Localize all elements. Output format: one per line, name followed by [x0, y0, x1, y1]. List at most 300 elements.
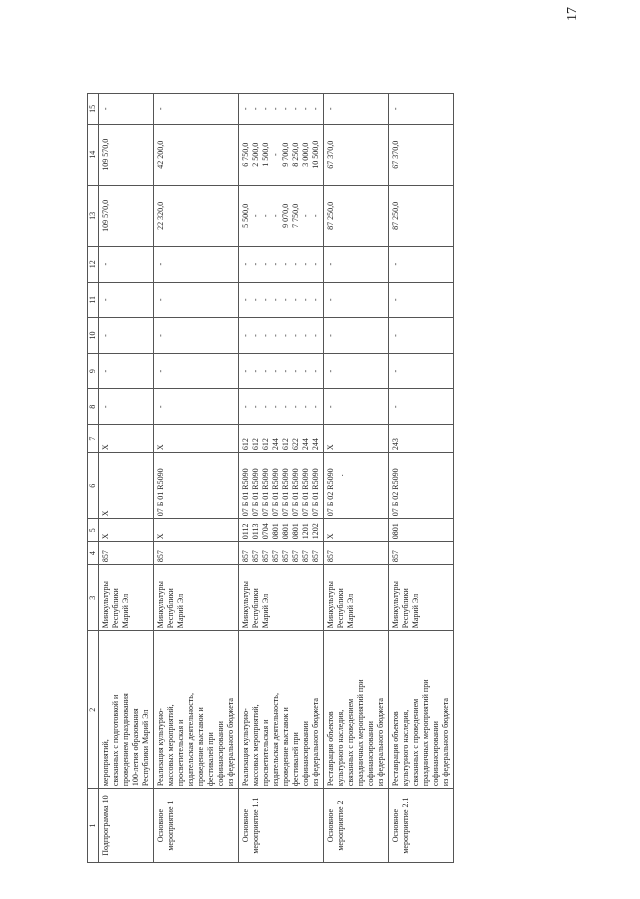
cell-line: -: [271, 214, 280, 218]
cell-line: 857: [391, 550, 400, 563]
cell-line: -: [311, 405, 320, 409]
cell-line: Реализация культурно-: [241, 708, 250, 787]
cell-line: 07 Б 01 R5090: [301, 468, 310, 517]
cell-line: -: [101, 298, 110, 302]
cell-line: -: [326, 405, 335, 409]
cell-line: 07 Б 02 R5090: [391, 468, 400, 517]
cell-line: проведением празднования: [121, 693, 130, 787]
cell-col-1: [389, 789, 454, 863]
cell-line: Марий Эл: [411, 593, 420, 629]
cell-col-12: [389, 246, 454, 282]
cell-col-7: [324, 425, 389, 453]
cell-line: 612: [251, 438, 260, 451]
cell-line: -: [261, 298, 270, 302]
cell-line: -: [251, 298, 260, 302]
cell-line: -: [326, 369, 335, 373]
cell-col-13: [389, 185, 454, 246]
cell-line: 2 500,0: [251, 142, 260, 167]
cell-col-5: [239, 519, 324, 542]
column-header-5: 5: [88, 519, 99, 542]
cell-line: массовых мероприятий,: [166, 704, 175, 787]
cell-line: -: [156, 262, 165, 266]
cell-line: X: [326, 533, 335, 540]
cell-col-9: [154, 353, 239, 389]
header-row: [88, 94, 99, 863]
cell-col-15: [99, 94, 154, 125]
cell-line: связанных с подготовкой и: [111, 694, 120, 787]
cell-line: -: [391, 334, 400, 337]
cell-line: -: [156, 405, 165, 409]
cell-line: -: [251, 405, 260, 409]
cell-line: -: [271, 369, 280, 373]
cell-col-12: [324, 246, 389, 282]
table-row: [239, 94, 324, 863]
cell-line: -: [311, 107, 320, 111]
cell-col-7: [239, 425, 324, 453]
cell-line: Реставрация объектов: [326, 711, 335, 787]
cell-line: -: [311, 262, 320, 266]
cell-col-15: [324, 94, 389, 125]
cell-line: 622: [291, 438, 300, 451]
cell-line: 07 Б 01 R5090: [261, 468, 270, 517]
cell-line: -: [241, 334, 250, 337]
cell-col-9: [99, 353, 154, 389]
cell-line: -: [251, 334, 260, 337]
cell-col-3: [99, 565, 154, 631]
cell-line: Реализация культурно-: [156, 708, 165, 787]
cell-line: 07 Б 01 R5090: [311, 468, 320, 517]
cell-line: Основное: [326, 808, 335, 843]
cell-col-5: [99, 519, 154, 542]
cell-line: -: [156, 298, 165, 302]
cell-col-4: [389, 542, 454, 565]
cell-line: 0113: [251, 523, 260, 540]
cell-line: -: [281, 405, 290, 409]
cell-line: -: [311, 369, 320, 373]
cell-col-1: [99, 789, 154, 863]
cell-line: 07 Б 01 R5090: [271, 468, 280, 517]
cell-line: 07 Б 01 R5090: [281, 468, 290, 517]
cell-line: -: [271, 334, 280, 337]
cell-line: X: [156, 533, 165, 540]
cell-col-12: [99, 246, 154, 282]
cell-line: проведение выставок и: [196, 707, 205, 787]
cell-line: 857: [241, 550, 250, 563]
cell-line: 0801: [271, 523, 280, 540]
cell-line: связанных с проведением: [411, 698, 420, 787]
cell-col-8: [99, 389, 154, 425]
cell-line: -: [271, 153, 280, 157]
cell-line: 9 700,0: [281, 142, 290, 167]
cell-line: -: [101, 334, 110, 337]
cell-col-7: [389, 425, 454, 453]
cell-col-6: [99, 453, 154, 519]
cell-col-9: [389, 353, 454, 389]
cell-line: 857: [291, 550, 300, 563]
cell-line: -: [281, 298, 290, 302]
cell-line: 0801: [291, 523, 300, 540]
cell-line: Минкультуры: [156, 581, 165, 629]
cell-line: Минкультуры: [326, 581, 335, 629]
cell-line: -: [301, 262, 310, 266]
cell-line: 612: [241, 438, 250, 451]
column-header-15: 15: [88, 94, 99, 125]
cell-col-15: [154, 94, 239, 125]
cell-col-15: [239, 94, 324, 125]
cell-line: X: [156, 444, 165, 451]
cell-line: Минкультуры: [101, 581, 110, 629]
cell-line: 0801: [391, 523, 400, 540]
cell-col-2: [389, 631, 454, 789]
cell-line: -: [291, 262, 300, 266]
cell-line: -: [156, 334, 165, 337]
cell-line: проведение выставок и: [281, 707, 290, 787]
column-header-12: 12: [88, 246, 99, 282]
cell-line: -: [391, 298, 400, 302]
cell-col-12: [239, 246, 324, 282]
cell-col-3: [389, 565, 454, 631]
cell-col-9: [324, 353, 389, 389]
cell-line: 857: [281, 550, 290, 563]
column-header-13: 13: [88, 185, 99, 246]
cell-col-14: [324, 124, 389, 185]
cell-col-10: [324, 318, 389, 354]
column-header-1: 1: [88, 789, 99, 863]
cell-line: -: [391, 405, 400, 409]
cell-col-7: [99, 425, 154, 453]
cell-line: -: [301, 107, 310, 111]
table-row: [324, 94, 389, 863]
cell-col-11: [389, 282, 454, 318]
cell-line: 1 500,0: [261, 142, 270, 167]
cell-line: -: [301, 405, 310, 409]
cell-line: из федерального бюджета: [311, 698, 320, 787]
cell-line: -: [271, 405, 280, 409]
table-body: [99, 94, 454, 863]
cell-line: 5 500,0: [241, 203, 250, 228]
cell-col-2: [99, 631, 154, 789]
cell-col-3: [324, 565, 389, 631]
cell-line: Минкультуры: [241, 581, 250, 629]
column-header-2: 2: [88, 631, 99, 789]
cell-line: 0704: [261, 523, 270, 540]
cell-col-8: [324, 389, 389, 425]
cell-line: мероприятий,: [101, 739, 110, 787]
cell-line: -: [261, 334, 270, 337]
cell-line: 857: [311, 550, 320, 563]
cell-line: 8 250,0: [291, 142, 300, 167]
cell-line: 612: [281, 438, 290, 451]
cell-line: -: [101, 405, 110, 409]
cell-line: -: [281, 369, 290, 373]
cell-line: -: [241, 262, 250, 266]
cell-line: 67 370,0: [326, 140, 335, 169]
cell-col-10: [389, 318, 454, 354]
cell-line: праздничных мероприятий при: [421, 679, 430, 787]
cell-line: -: [301, 334, 310, 337]
cell-line: X: [101, 444, 110, 451]
cell-line: культурного наследия,: [401, 709, 410, 787]
cell-line: Марий Эл: [261, 593, 270, 629]
cell-col-6: [324, 453, 389, 519]
cell-col-3: [239, 565, 324, 631]
cell-line: -: [291, 334, 300, 337]
cell-line: 857: [101, 550, 110, 563]
cell-col-12: [154, 246, 239, 282]
cell-col-6: [389, 453, 454, 519]
cell-col-2: [154, 631, 239, 789]
cell-line: софинансировании: [366, 721, 375, 787]
cell-line: -: [271, 298, 280, 302]
column-header-4: 4: [88, 542, 99, 565]
cell-line: -: [311, 214, 320, 218]
cell-line: -: [101, 369, 110, 373]
cell-col-11: [324, 282, 389, 318]
cell-col-14: [154, 124, 239, 185]
cell-line: просветительская и: [261, 719, 270, 787]
cell-line: Марий Эл: [346, 593, 355, 629]
cell-line: 109 570,0: [101, 138, 110, 171]
cell-line: -: [271, 262, 280, 266]
cell-col-8: [389, 389, 454, 425]
cell-col-8: [154, 389, 239, 425]
cell-col-5: [389, 519, 454, 542]
stray-dot: .: [336, 474, 345, 477]
cell-line: Республики: [166, 588, 175, 629]
cell-line: -: [261, 405, 270, 409]
cell-line: 857: [326, 550, 335, 563]
cell-line: -: [326, 262, 335, 266]
cell-line: -: [311, 334, 320, 337]
cell-col-6: [239, 453, 324, 519]
cell-line: массовых мероприятий,: [251, 704, 260, 787]
cell-col-9: [239, 353, 324, 389]
cell-line: 7 750,0: [291, 203, 300, 228]
cell-line: -: [391, 107, 400, 111]
cell-line: 22 320,0: [156, 201, 165, 230]
column-header-3: 3: [88, 565, 99, 631]
cell-line: мероприятие 1: [166, 800, 175, 851]
cell-line: -: [251, 262, 260, 266]
cell-line: из федерального бюджета: [226, 698, 235, 787]
cell-col-14: [389, 124, 454, 185]
cell-line: -: [241, 405, 250, 409]
cell-line: Основное: [241, 808, 250, 843]
cell-col-13: [154, 185, 239, 246]
cell-line: 1201: [301, 523, 310, 540]
cell-col-13: [99, 185, 154, 246]
cell-line: мероприятие 2: [336, 800, 345, 851]
cell-line: культурного наследия,: [336, 709, 345, 787]
cell-col-1: [324, 789, 389, 863]
cell-line: 1202: [311, 523, 320, 540]
cell-col-4: [239, 542, 324, 565]
cell-line: фестивалей при: [291, 732, 300, 787]
cell-col-11: [154, 282, 239, 318]
column-header-7: 7: [88, 425, 99, 453]
cell-line: X: [101, 510, 110, 517]
cell-line: -: [391, 262, 400, 266]
table-row: [99, 94, 154, 863]
table-row: [154, 94, 239, 863]
column-header-6: 6: [88, 453, 99, 519]
cell-col-3: [154, 565, 239, 631]
cell-line: Марий Эл: [121, 593, 130, 629]
cell-line: -: [251, 369, 260, 373]
cell-line: из федерального бюджета: [376, 698, 385, 787]
cell-line: 87 250,0: [391, 201, 400, 230]
cell-line: 244: [301, 438, 310, 451]
cell-line: -: [241, 107, 250, 111]
cell-col-10: [154, 318, 239, 354]
cell-col-10: [99, 318, 154, 354]
cell-line: -: [281, 334, 290, 337]
cell-line: -: [301, 298, 310, 302]
cell-line: просветительская и: [176, 719, 185, 787]
cell-line: -: [391, 369, 400, 373]
cell-line: 42 200,0: [156, 140, 165, 169]
budget-table-rotated: [87, 93, 607, 863]
cell-line: -: [261, 214, 270, 218]
cell-line: 10 500,0: [311, 140, 320, 169]
cell-line: 857: [301, 550, 310, 563]
cell-line: X: [326, 444, 335, 451]
cell-line: праздничных мероприятий при: [356, 679, 365, 787]
cell-line: -: [101, 107, 110, 111]
cell-col-4: [99, 542, 154, 565]
cell-line: -: [241, 369, 250, 373]
cell-line: 109 570,0: [101, 199, 110, 232]
cell-line: -: [291, 369, 300, 373]
cell-line: -: [241, 298, 250, 302]
cell-line: 3 000,0: [301, 142, 310, 167]
cell-line: Республики Марий Эл: [141, 709, 150, 787]
cell-line: 07 Б 01 R5090: [241, 468, 250, 517]
cell-line: софинансировании: [301, 721, 310, 787]
cell-line: издательская деятельность,: [271, 693, 280, 787]
cell-line: 67 370,0: [391, 140, 400, 169]
cell-line: 07 Б 01 R5090: [156, 468, 165, 517]
cell-col-13: [239, 185, 324, 246]
cell-line: Подпрограмма 10: [101, 795, 110, 856]
cell-line: -: [326, 298, 335, 302]
cell-line: 6 750,0: [241, 142, 250, 167]
cell-line: связанных с проведением: [346, 698, 355, 787]
cell-line: -: [281, 107, 290, 111]
cell-col-7: [154, 425, 239, 453]
cell-line: -: [271, 107, 280, 111]
cell-line: -: [326, 334, 335, 337]
cell-line: мероприятие 2.1: [401, 797, 410, 854]
cell-line: 244: [311, 438, 320, 451]
cell-line: -: [311, 298, 320, 302]
cell-line: 857: [271, 550, 280, 563]
table-row: [389, 94, 454, 863]
cell-col-11: [239, 282, 324, 318]
cell-line: -: [261, 262, 270, 266]
cell-col-1: [154, 789, 239, 863]
cell-line: -: [251, 214, 260, 218]
cell-line: софинансировании: [216, 721, 225, 787]
cell-line: 9 070,0: [281, 203, 290, 228]
cell-line: из федерального бюджета: [441, 698, 450, 787]
cell-line: -: [291, 107, 300, 111]
cell-line: -: [101, 262, 110, 266]
cell-line: софинансировании: [431, 721, 440, 787]
cell-line: Республики: [401, 588, 410, 629]
cell-col-5: [154, 519, 239, 542]
cell-col-6: [154, 453, 239, 519]
cell-line: мероприятие 1.1: [251, 797, 260, 854]
column-header-9: 9: [88, 353, 99, 389]
cell-line: 244: [271, 438, 280, 451]
cell-line: Республики: [111, 588, 120, 629]
cell-line: 857: [251, 550, 260, 563]
cell-line: Республики: [251, 588, 260, 629]
cell-line: X: [101, 533, 110, 540]
cell-line: Республики: [336, 588, 345, 629]
cell-col-11: [99, 282, 154, 318]
page-number: 17: [565, 7, 580, 21]
cell-line: 07 Б 01 R5090: [291, 468, 300, 517]
cell-line: Минкультуры: [391, 581, 400, 629]
cell-col-4: [154, 542, 239, 565]
cell-line: -: [326, 107, 335, 111]
cell-line: -: [281, 262, 290, 266]
cell-line: -: [156, 107, 165, 111]
cell-line: -: [261, 107, 270, 111]
cell-col-8: [239, 389, 324, 425]
budget-table: [87, 93, 454, 863]
cell-line: Основное: [156, 808, 165, 843]
cell-col-14: [239, 124, 324, 185]
cell-line: -: [251, 107, 260, 111]
cell-line: 612: [261, 438, 270, 451]
column-header-8: 8: [88, 389, 99, 425]
cell-line: -: [156, 369, 165, 373]
cell-line: 07 Б 01 R5090: [251, 468, 260, 517]
cell-line: -: [291, 298, 300, 302]
cell-col-1: [239, 789, 324, 863]
column-header-14: 14: [88, 124, 99, 185]
cell-line: Марий Эл: [176, 593, 185, 629]
cell-col-10: [239, 318, 324, 354]
cell-col-14: [99, 124, 154, 185]
cell-col-13: [324, 185, 389, 246]
cell-line: 100-летия образования: [131, 708, 140, 787]
cell-line: Основное: [391, 808, 400, 843]
cell-col-15: [389, 94, 454, 125]
cell-line: издательская деятельность,: [186, 693, 195, 787]
cell-line: 243: [391, 438, 400, 451]
cell-col-2: [239, 631, 324, 789]
cell-line: 0801: [281, 523, 290, 540]
column-header-11: 11: [88, 282, 99, 318]
cell-line: 07 Б 02 R5090: [326, 468, 335, 517]
cell-line: -: [301, 214, 310, 218]
cell-line: -: [301, 369, 310, 373]
cell-line: -: [291, 405, 300, 409]
cell-line: 87 250,0: [326, 201, 335, 230]
cell-line: Реставрация объектов: [391, 711, 400, 787]
cell-line: 0112: [241, 523, 250, 540]
cell-line: 857: [261, 550, 270, 563]
cell-line: 857: [156, 550, 165, 563]
cell-col-4: [324, 542, 389, 565]
column-header-10: 10: [88, 318, 99, 354]
cell-col-2: [324, 631, 389, 789]
cell-line: -: [261, 369, 270, 373]
